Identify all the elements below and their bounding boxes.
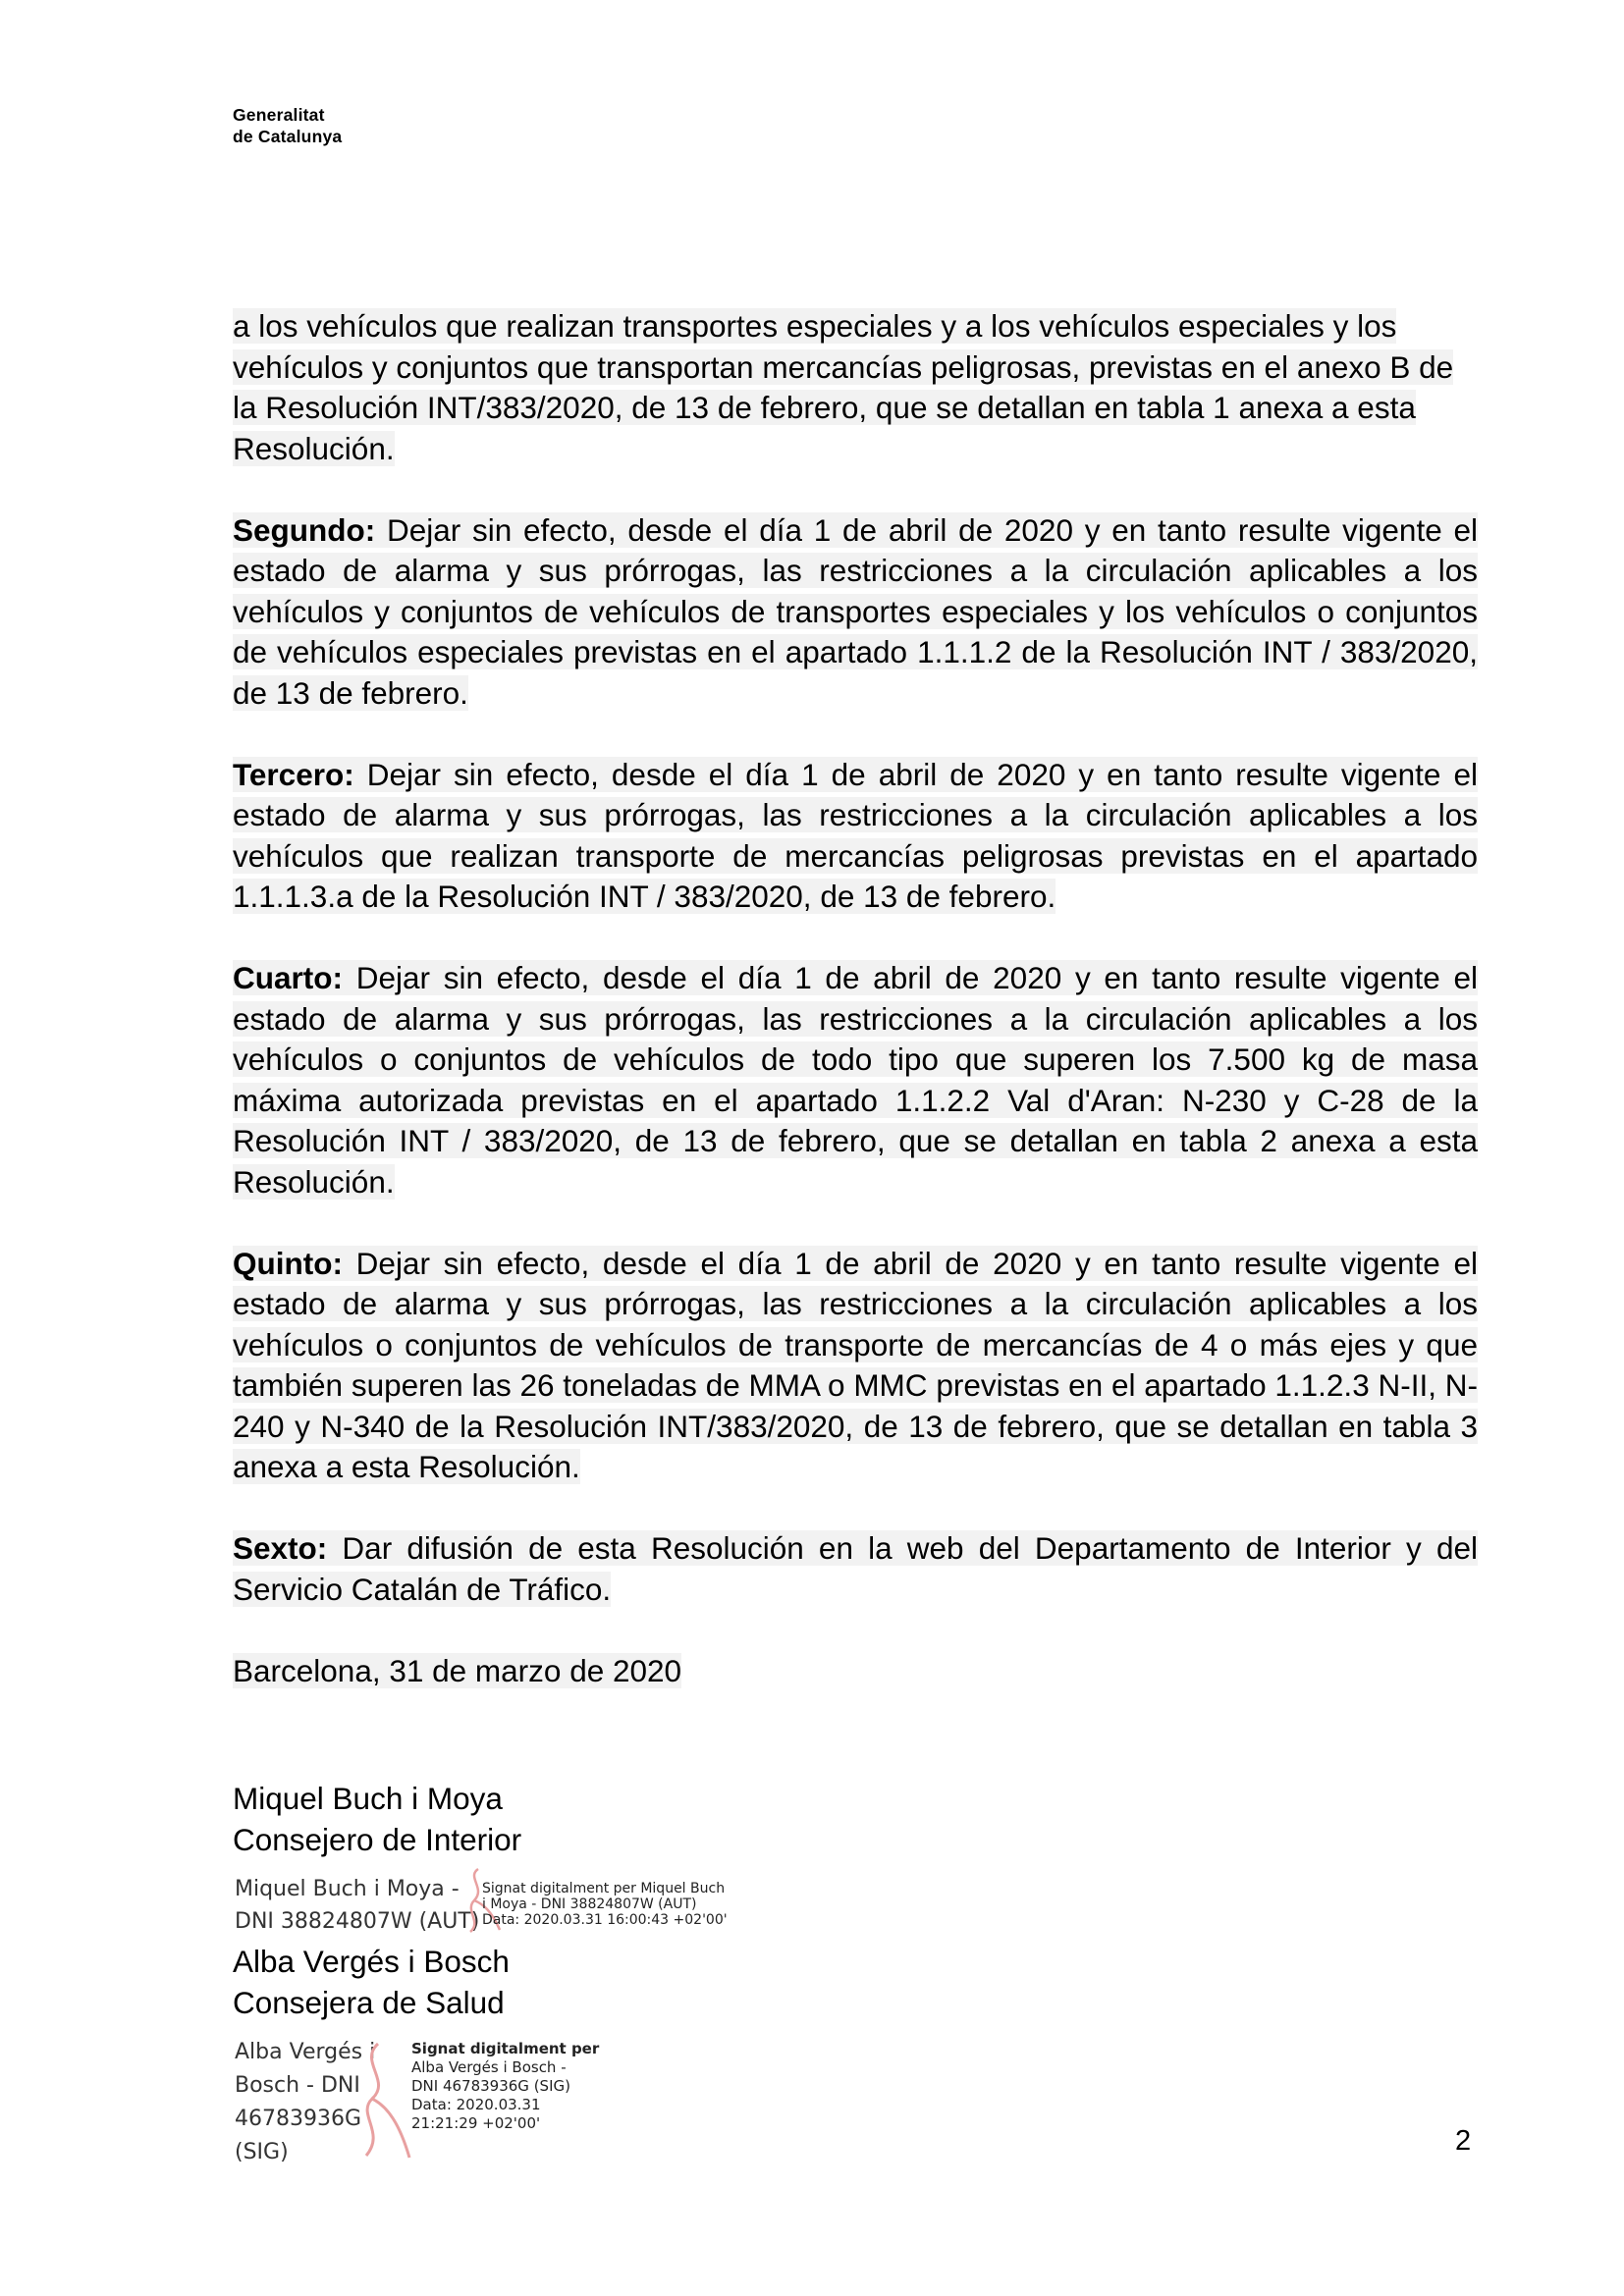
paragraph-text: Dejar sin efecto, desde el día 1 de abril de 2020 y en tanto resulte vigente el estado de alarma y sus prórrogas, las restricciones a la circulación aplicables a los vehículos o conjuntos de vehículos de transporte de mercancías de 4 o más ejes y que también superen las 26 toneladas de MMA o MMC previstas en el apartado 1.1.2.3 N-II, N-240 y N-340 de la Resolución INT/383/2020, de 13 de febrero, que se detallan en tabla 3 anexa a esta Resolución. bbox=[233, 1245, 1478, 1484]
paragraph-quinto bbox=[233, 1244, 1478, 1488]
paragraph-cuarto bbox=[233, 958, 1478, 1202]
signature-1-details: Signat digitalment per Miquel Buch i Moya - DNI 38824807W (AUT) Data: 2020.03.31 16:00:43 +02'00' bbox=[482, 1881, 728, 1928]
paragraph-segundo bbox=[233, 510, 1478, 715]
signer-2-role: Consejera de Salud bbox=[233, 1984, 505, 2020]
paragraph-text: Dar difusión de esta Resolución en la web del Departamento de Interior y del Servicio Catalán de Tráfico. bbox=[233, 1530, 1478, 1607]
signature-2-details: Signat digitalment per Alba Vergés i Bosch - DNI 46783936G (SIG) Data: 2020.03.31 21:21:29 +02'00' bbox=[411, 2040, 600, 2132]
signer-1-role: Consejero de Interior bbox=[233, 1821, 522, 1857]
signer-2-name: Alba Vergés i Bosch bbox=[233, 1944, 510, 1979]
paragraph-text: Dejar sin efecto, desde el día 1 de abril de 2020 y en tanto resulte vigente el estado de alarma y sus prórrogas, las restricciones a la circulación aplicables a los vehículos o conjuntos de vehículos de todo tipo que superen los 7.500 kg de masa máxima autorizada previstas en el apartado 1.1.2.2 Val d'Aran: N-230 y C-28 de la Resolución INT / 383/2020, de 13 de febrero, que se detallan en tabla 2 anexa a esta Resolución. bbox=[233, 960, 1478, 1200]
signature-1-name: Miquel Buch i Moya - DNI 38824807W (AUT) bbox=[235, 1877, 480, 1934]
document-body bbox=[233, 306, 1478, 1691]
intro-paragraph bbox=[233, 306, 1478, 469]
place-and-date: Barcelona, 31 de marzo de 2020 bbox=[233, 1652, 682, 1688]
letterhead-line-2: de Catalunya bbox=[233, 127, 343, 146]
letterhead bbox=[233, 104, 342, 147]
signature-mark-icon bbox=[339, 2038, 417, 2165]
page-number: 2 bbox=[1455, 2125, 1472, 2157]
intro-text: a los vehículos que realizan transportes especiales y a los vehículos especiales y los vehículos y conjuntos que transportan mercancías peligrosas, previstas en el anexo B de la Resolución INT/383/2020, de 13 de febrero, que se detallan en tabla 1 anexa a esta Resolución. bbox=[233, 308, 1454, 466]
paragraph-label: Sexto: bbox=[233, 1530, 328, 1566]
paragraph-text: Dejar sin efecto, desde el día 1 de abril de 2020 y en tanto resulte vigente el estado de alarma y sus prórrogas, las restricciones a la circulación aplicables a los vehículos y conjuntos de vehículos de transportes especiales y los vehículos o conjuntos de vehículos especiales previstas en el apartado 1.1.1.2 de la Resolución INT / 383/2020, de 13 de febrero. bbox=[233, 511, 1478, 711]
paragraph-label: Quinto: bbox=[233, 1245, 343, 1281]
paragraph-tercero bbox=[233, 755, 1478, 918]
letterhead-line-1: Generalitat bbox=[233, 105, 325, 125]
signer-1 bbox=[233, 1779, 521, 1860]
signature-2-name: Alba Vergés i Bosch - DNI 46783936G (SIG) bbox=[235, 2040, 376, 2164]
paragraph-text: Dejar sin efecto, desde el día 1 de abril de 2020 y en tanto resulte vigente el estado de alarma y sus prórrogas, las restricciones a la circulación aplicables a los vehículos que realizan transporte de mercancías peligrosas previstas en el apartado 1.1.1.3.a de la Resolución INT / 383/2020, de 13 de febrero. bbox=[233, 756, 1478, 914]
paragraph-label: Tercero: bbox=[233, 756, 354, 792]
signer-1-name: Miquel Buch i Moya bbox=[233, 1781, 503, 1816]
paragraph-label: Cuarto: bbox=[233, 960, 343, 995]
paragraph-label: Segundo: bbox=[233, 511, 376, 548]
paragraph-sexto bbox=[233, 1528, 1478, 1610]
signer-2 bbox=[233, 1942, 510, 2023]
